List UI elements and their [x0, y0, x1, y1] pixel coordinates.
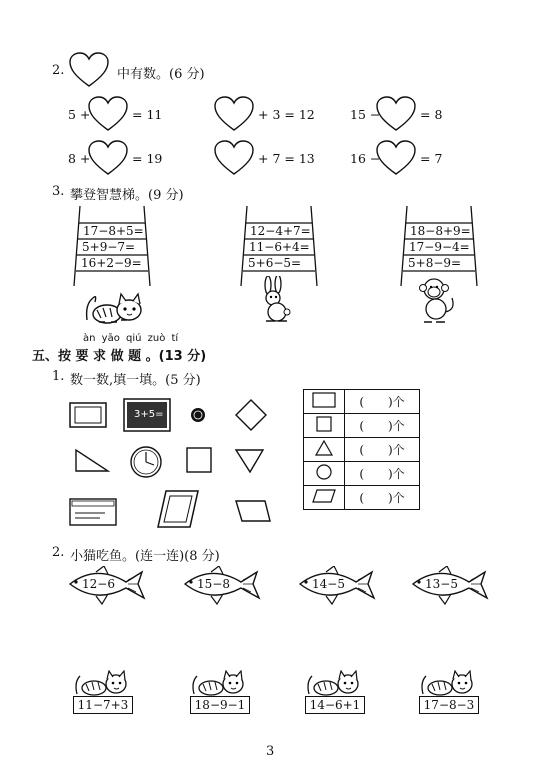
- shapes-group: [60, 395, 280, 535]
- coin-icon: [191, 408, 205, 422]
- count-answer-blank[interactable]: ( )个: [345, 414, 420, 438]
- svg-text:3+5=: 3+5=: [134, 409, 164, 420]
- cat-expression: 14−6+1: [305, 696, 365, 714]
- parallelogram-frame-icon: [158, 491, 198, 527]
- cat-icon[interactable]: [418, 670, 478, 696]
- count-table: [303, 389, 420, 510]
- cat-expression: 18−9−1: [190, 696, 250, 714]
- q2-eq-prefix: 16 −: [350, 151, 381, 166]
- circle-icon: [304, 462, 345, 486]
- q2-eq-prefix: 5 +: [68, 107, 91, 122]
- count-answer-blank[interactable]: ( )个: [345, 462, 420, 486]
- q3-number: 3.: [52, 184, 65, 199]
- ladder-equation: 11−6+4=: [249, 240, 310, 254]
- count-row: [304, 438, 420, 462]
- q2-eq-suffix: = 11: [132, 107, 163, 122]
- ladder-equation: 17−8+5=: [83, 224, 144, 238]
- monkey-icon: [416, 276, 458, 326]
- heart-answer-blank[interactable]: [88, 140, 128, 176]
- heart-answer-blank[interactable]: [214, 140, 254, 176]
- ladder-equation: 17−9−4=: [409, 240, 470, 254]
- q2-eq-suffix: = 8: [420, 107, 443, 122]
- parallelogram-icon: [236, 501, 270, 521]
- fish-expression: 15−8: [197, 577, 230, 591]
- count-row: [304, 486, 420, 510]
- q5-1-number: 1.: [52, 369, 65, 384]
- ladder: [237, 206, 321, 286]
- q5-2-number: 2.: [52, 545, 65, 560]
- section5-title: 五、按 要 求 做 题 。(13 分): [32, 349, 207, 364]
- parallelogram-icon: [304, 486, 345, 510]
- clock-icon: [131, 447, 161, 477]
- cat-icon: [83, 290, 145, 326]
- cat-expression: 11−7+3: [73, 696, 133, 714]
- section5-pinyin: àn yāo qiú zuò tí: [83, 333, 179, 344]
- cat-icon[interactable]: [72, 670, 132, 696]
- q2-number: 2.: [52, 63, 65, 78]
- fish-expression: 14−5: [312, 577, 345, 591]
- envelope-icon: [70, 499, 116, 525]
- q2-eq-suffix: = 7: [420, 151, 443, 166]
- count-answer-blank[interactable]: ( )个: [345, 486, 420, 510]
- fish-expression: 13−5: [425, 577, 458, 591]
- count-row: [304, 414, 420, 438]
- cat-expression: 17−8−3: [419, 696, 479, 714]
- count-row: [304, 462, 420, 486]
- q2-title: 中有数。(6 分): [117, 67, 205, 82]
- count-row: [304, 390, 420, 414]
- count-answer-blank[interactable]: ( )个: [345, 390, 420, 414]
- ladder-equation: 16+2−9=: [81, 256, 142, 270]
- triangle-icon: [304, 438, 345, 462]
- page-number: 3: [266, 744, 275, 759]
- heart-icon: [69, 52, 109, 88]
- ladder-equation: 5+6−5=: [248, 256, 302, 270]
- blackboard-icon: [124, 399, 170, 431]
- q3-title: 攀登智慧梯。(9 分): [70, 188, 184, 203]
- q2-eq-prefix: 8 +: [68, 151, 91, 166]
- diamond-icon: [236, 400, 266, 430]
- q2-eq-suffix: + 7 = 13: [258, 151, 315, 166]
- ladder-equation: 5+8−9=: [408, 256, 462, 270]
- q5-2-title: 小猫吃鱼。(连一连)(8 分): [70, 549, 220, 564]
- ladder-equation: 12−4+7=: [250, 224, 311, 238]
- fish-expression: 12−6: [82, 577, 115, 591]
- right-triangle-icon: [76, 450, 108, 471]
- q5-1-title: 数一数,填一填。(5 分): [70, 373, 201, 388]
- heart-answer-blank[interactable]: [88, 96, 128, 132]
- heart-answer-blank[interactable]: [376, 140, 416, 176]
- square-icon: [187, 448, 211, 472]
- heart-answer-blank[interactable]: [214, 96, 254, 132]
- square-icon: [304, 414, 345, 438]
- ladder-equation: 18−8+9=: [410, 224, 471, 238]
- cat-icon[interactable]: [189, 670, 249, 696]
- q2-eq-suffix: = 19: [132, 151, 163, 166]
- cat-icon[interactable]: [304, 670, 364, 696]
- ladder-equation: 5+9−7=: [82, 240, 136, 254]
- count-answer-blank[interactable]: ( )个: [345, 438, 420, 462]
- q2-eq-suffix: + 3 = 12: [258, 107, 315, 122]
- rabbit-icon: [256, 276, 296, 324]
- heart-answer-blank[interactable]: [376, 96, 416, 132]
- picture-frame-icon: [70, 403, 106, 427]
- ladder: [70, 206, 154, 286]
- inverted-triangle-icon: [236, 450, 263, 472]
- q2-eq-prefix: 15 −: [350, 107, 381, 122]
- rectangle-icon: [304, 390, 345, 414]
- ladder: [397, 206, 481, 286]
